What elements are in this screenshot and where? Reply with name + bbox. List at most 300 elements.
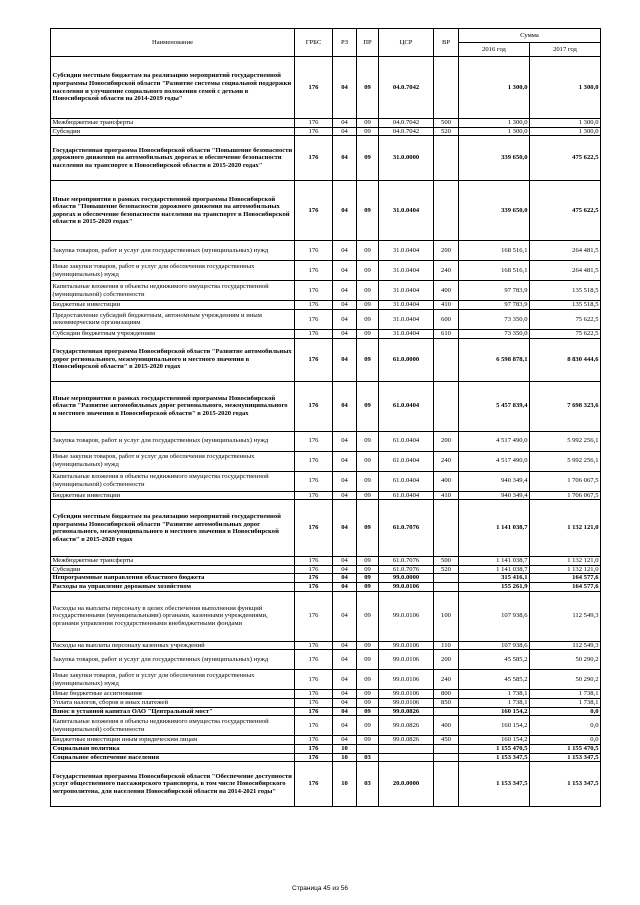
cell-csr: 99.0.0106 (379, 670, 434, 690)
cell-s1: 315 416,1 (459, 574, 530, 583)
cell-pr: 09 (357, 309, 379, 329)
cell-s1: 4 517 490,0 (459, 451, 530, 471)
cell-pr: 09 (357, 471, 379, 491)
cell-pr: 09 (357, 338, 379, 381)
cell-s1: 73 350,0 (459, 309, 530, 329)
cell-s2: 0,0 (530, 736, 601, 745)
cell-pr: 09 (357, 241, 379, 261)
cell-csr: 61.0.7076 (379, 565, 434, 574)
cell-s2: 475 622,5 (530, 181, 601, 241)
cell-s1: 45 585,2 (459, 650, 530, 670)
cell-csr: 04.0.7042 (379, 119, 434, 128)
cell-csr: 61.0.0404 (379, 431, 434, 451)
cell-vr: 610 (434, 329, 459, 338)
cell-csr: 61.0.0000 (379, 338, 434, 381)
table-row (51, 309, 601, 329)
cell-grbs: 176 (295, 736, 333, 745)
cell-vr (434, 574, 459, 583)
cell-grbs: 176 (295, 650, 333, 670)
cell-vr (434, 136, 459, 181)
cell-name: Субсидии местным бюджетам на реализацию мероприятий государственной программы Новосибирской области "Развитие автомобильных дорог регионального, межмуниципального и местного значения в Новосибирской области" в 2015-2020 годах (51, 500, 295, 557)
cell-grbs: 176 (295, 670, 333, 690)
cell-s1: 1 155 470,5 (459, 744, 530, 753)
cell-pr (357, 744, 379, 753)
cell-name: Субсидии местным бюджетам на реализацию мероприятий государственной программы Новосибирской области "Развитие системы социальной поддержки населения и улучшение социального положения семей с детьми в Новосибирской области на 2014-2019 годы" (51, 57, 295, 119)
cell-grbs: 176 (295, 557, 333, 566)
cell-vr: 520 (434, 565, 459, 574)
cell-s2: 1 132 121,0 (530, 565, 601, 574)
cell-rz: 04 (333, 650, 357, 670)
cell-grbs: 176 (295, 119, 333, 128)
header-year-2017: 2017 год (530, 43, 601, 57)
table-body (51, 57, 601, 807)
cell-csr: 61.0.0404 (379, 451, 434, 471)
cell-grbs: 176 (295, 241, 333, 261)
cell-rz: 04 (333, 381, 357, 431)
cell-s2: 0,0 (530, 716, 601, 736)
header-year-2016: 2016 год (459, 43, 530, 57)
cell-s1: 73 350,0 (459, 329, 530, 338)
cell-s2: 1 153 347,5 (530, 753, 601, 762)
cell-rz: 04 (333, 136, 357, 181)
cell-name: Бюджетные инвестиции (51, 491, 295, 500)
cell-rz: 04 (333, 557, 357, 566)
header-name: Наименование (51, 29, 295, 57)
cell-pr: 09 (357, 736, 379, 745)
table-row (51, 181, 601, 241)
cell-csr: 61.0.7076 (379, 557, 434, 566)
cell-s2: 135 518,5 (530, 301, 601, 310)
table-row (51, 136, 601, 181)
cell-s1: 97 783,9 (459, 281, 530, 301)
table-row (51, 762, 601, 807)
cell-s2: 112 549,3 (530, 641, 601, 650)
cell-rz: 04 (333, 707, 357, 716)
cell-csr (379, 753, 434, 762)
cell-pr: 09 (357, 127, 379, 136)
cell-grbs: 176 (295, 301, 333, 310)
cell-name: Закупка товаров, работ и услуг для государственных (муниципальных) нужд (51, 650, 295, 670)
cell-s2: 135 518,5 (530, 281, 601, 301)
cell-name: Субсидии (51, 565, 295, 574)
cell-rz: 04 (333, 736, 357, 745)
table-row (51, 591, 601, 641)
cell-s2: 75 622,5 (530, 309, 601, 329)
cell-s2: 1 706 067,5 (530, 491, 601, 500)
cell-csr: 99.0.0826 (379, 707, 434, 716)
cell-csr: 99.0.0000 (379, 574, 434, 583)
cell-rz: 04 (333, 329, 357, 338)
cell-grbs: 176 (295, 431, 333, 451)
cell-name: Межбюджетные трансферты (51, 557, 295, 566)
cell-vr: 200 (434, 431, 459, 451)
table-row (51, 471, 601, 491)
cell-pr: 09 (357, 301, 379, 310)
cell-name: Социальная политика (51, 744, 295, 753)
table-row (51, 716, 601, 736)
cell-pr: 09 (357, 281, 379, 301)
cell-vr (434, 500, 459, 557)
cell-s2: 1 738,1 (530, 699, 601, 708)
cell-s1: 1 300,0 (459, 57, 530, 119)
cell-vr: 400 (434, 471, 459, 491)
cell-pr: 09 (357, 329, 379, 338)
cell-s1: 107 938,6 (459, 591, 530, 641)
cell-vr: 240 (434, 451, 459, 471)
cell-pr: 09 (357, 557, 379, 566)
cell-name: Иные мероприятия в рамках государственной программы Новосибирской области "Повышение безопасности дорожного движения на автомобильных дорогах и обеспечение безопасности населения на транспорте в Новосибирской области в 2015-2020 годах" (51, 181, 295, 241)
cell-grbs: 176 (295, 57, 333, 119)
cell-s2: 7 698 323,6 (530, 381, 601, 431)
cell-s2: 1 738,1 (530, 690, 601, 699)
cell-vr (434, 338, 459, 381)
cell-s2: 475 622,5 (530, 136, 601, 181)
table-row (51, 491, 601, 500)
cell-s2: 1 300,0 (530, 57, 601, 119)
table-row (51, 381, 601, 431)
cell-name: Межбюджетные трансферты (51, 119, 295, 128)
cell-pr: 09 (357, 500, 379, 557)
cell-rz: 04 (333, 500, 357, 557)
cell-grbs: 176 (295, 690, 333, 699)
cell-vr: 110 (434, 641, 459, 650)
cell-pr: 09 (357, 381, 379, 431)
cell-grbs: 176 (295, 591, 333, 641)
table-row (51, 241, 601, 261)
cell-pr: 09 (357, 591, 379, 641)
cell-vr (434, 762, 459, 807)
cell-vr (434, 381, 459, 431)
cell-rz: 04 (333, 471, 357, 491)
cell-pr: 09 (357, 451, 379, 471)
cell-vr: 500 (434, 119, 459, 128)
cell-name: Расходы на управление дорожным хозяйством (51, 583, 295, 592)
cell-name: Непрограммные направления областного бюджета (51, 574, 295, 583)
cell-name: Государственная программа Новосибирской области "Развитие автомобильных дорог регионального, межмуниципального и местного значения в Новосибирской области" в 2015-2020 годах (51, 338, 295, 381)
cell-rz: 04 (333, 241, 357, 261)
page-number: Страница 45 из 56 (292, 885, 348, 892)
cell-name: Иные закупки товаров, работ и услуг для обеспечения государственных (муниципальных) нужд (51, 670, 295, 690)
cell-s2: 1 153 347,5 (530, 762, 601, 807)
cell-vr (434, 707, 459, 716)
table-row (51, 119, 601, 128)
cell-name: Капитальные вложения в объекты недвижимого имущества государственной (муниципальной) собственности (51, 716, 295, 736)
cell-pr: 09 (357, 181, 379, 241)
cell-s1: 97 783,9 (459, 301, 530, 310)
table-row (51, 744, 601, 753)
cell-rz: 04 (333, 583, 357, 592)
cell-csr: 99.0.0106 (379, 650, 434, 670)
cell-rz: 04 (333, 181, 357, 241)
cell-csr: 99.0.0106 (379, 583, 434, 592)
cell-s1: 4 517 490,0 (459, 431, 530, 451)
table-row (51, 670, 601, 690)
cell-csr: 99.0.0826 (379, 716, 434, 736)
cell-pr: 09 (357, 716, 379, 736)
cell-name: Субсидии бюджетным учреждениям (51, 329, 295, 338)
cell-s1: 1 141 038,7 (459, 565, 530, 574)
cell-s2: 0,0 (530, 707, 601, 716)
cell-s1: 6 598 878,1 (459, 338, 530, 381)
header-vr: ВР (434, 29, 459, 57)
cell-csr: 04.0.7042 (379, 127, 434, 136)
cell-name: Капитальные вложения в объекты недвижимого имущества государственной (муниципальной) собственности (51, 471, 295, 491)
cell-vr: 410 (434, 491, 459, 500)
cell-vr: 850 (434, 699, 459, 708)
cell-s2: 1 300,0 (530, 119, 601, 128)
header-rz: РЗ (333, 29, 357, 57)
cell-name: Государственная программа Новосибирской области "Обеспечение доступности услуг общественного пассажирского транспорта, в том числе Новосибирского метрополитена, для населения Новосибирской области на 2014-2021 годы" (51, 762, 295, 807)
table-row (51, 500, 601, 557)
cell-rz: 04 (333, 641, 357, 650)
cell-csr: 99.0.0106 (379, 699, 434, 708)
cell-pr: 09 (357, 707, 379, 716)
cell-csr: 99.0.0106 (379, 690, 434, 699)
cell-pr: 09 (357, 565, 379, 574)
cell-s1: 940 349,4 (459, 471, 530, 491)
cell-grbs: 176 (295, 181, 333, 241)
cell-vr: 400 (434, 716, 459, 736)
cell-vr (434, 57, 459, 119)
cell-grbs: 176 (295, 583, 333, 592)
cell-s1: 1 300,0 (459, 119, 530, 128)
cell-s1: 1 141 038,7 (459, 500, 530, 557)
cell-rz: 04 (333, 591, 357, 641)
cell-vr (434, 583, 459, 592)
cell-name: Расходы на выплаты персоналу в целях обеспечения выполнения функций государственными (муниципальными) органами, казенными учреждениями, органами управления государственными внебюджетными фондами (51, 591, 295, 641)
cell-csr: 31.0.0404 (379, 241, 434, 261)
cell-csr: 61.0.0404 (379, 491, 434, 500)
cell-s1: 1 738,1 (459, 690, 530, 699)
cell-grbs: 176 (295, 471, 333, 491)
cell-grbs: 176 (295, 716, 333, 736)
cell-vr: 200 (434, 650, 459, 670)
cell-s1: 107 938,6 (459, 641, 530, 650)
table-row (51, 707, 601, 716)
cell-csr: 31.0.0000 (379, 136, 434, 181)
cell-s2: 8 830 444,6 (530, 338, 601, 381)
cell-vr: 200 (434, 241, 459, 261)
table-row (51, 736, 601, 745)
cell-rz: 04 (333, 281, 357, 301)
cell-csr: 99.0.0826 (379, 736, 434, 745)
cell-pr: 09 (357, 650, 379, 670)
cell-grbs: 176 (295, 699, 333, 708)
cell-s1: 339 650,0 (459, 136, 530, 181)
cell-pr: 09 (357, 491, 379, 500)
cell-vr: 400 (434, 281, 459, 301)
cell-s1: 160 154,2 (459, 716, 530, 736)
cell-s1: 339 650,0 (459, 181, 530, 241)
cell-rz: 04 (333, 431, 357, 451)
cell-csr (379, 744, 434, 753)
cell-pr: 09 (357, 690, 379, 699)
cell-name: Иные закупки товаров, работ и услуг для обеспечения государственных (муниципальных) нужд (51, 261, 295, 281)
table-row (51, 699, 601, 708)
cell-s1: 5 457 839,4 (459, 381, 530, 431)
cell-csr: 31.0.0404 (379, 181, 434, 241)
cell-s1: 1 153 347,5 (459, 753, 530, 762)
cell-s1: 160 154,2 (459, 736, 530, 745)
cell-grbs: 176 (295, 261, 333, 281)
cell-rz: 04 (333, 565, 357, 574)
cell-grbs: 176 (295, 309, 333, 329)
cell-rz: 04 (333, 57, 357, 119)
header-sum: Сумма (459, 29, 601, 43)
cell-grbs: 176 (295, 136, 333, 181)
cell-pr: 09 (357, 699, 379, 708)
cell-rz: 04 (333, 574, 357, 583)
cell-grbs: 176 (295, 281, 333, 301)
cell-name: Взнос в уставной капитал ОАО "Центральный мост" (51, 707, 295, 716)
cell-s1: 1 153 347,5 (459, 762, 530, 807)
cell-vr: 600 (434, 309, 459, 329)
cell-pr: 09 (357, 136, 379, 181)
cell-rz: 10 (333, 762, 357, 807)
cell-pr: 09 (357, 261, 379, 281)
cell-rz: 04 (333, 127, 357, 136)
cell-name: Бюджетные инвестиции (51, 301, 295, 310)
cell-name: Иные бюджетные ассигнования (51, 690, 295, 699)
cell-grbs: 176 (295, 381, 333, 431)
cell-s2: 75 622,5 (530, 329, 601, 338)
cell-vr (434, 181, 459, 241)
cell-grbs: 176 (295, 574, 333, 583)
cell-s1: 168 516,1 (459, 261, 530, 281)
table-row (51, 583, 601, 592)
cell-s2: 1 706 067,5 (530, 471, 601, 491)
cell-rz: 04 (333, 338, 357, 381)
cell-name: Закупка товаров, работ и услуг для государственных (муниципальных) нужд (51, 241, 295, 261)
cell-vr: 800 (434, 690, 459, 699)
cell-vr (434, 753, 459, 762)
cell-grbs: 176 (295, 329, 333, 338)
cell-s1: 1 738,1 (459, 699, 530, 708)
cell-rz: 04 (333, 690, 357, 699)
cell-csr: 61.0.0404 (379, 381, 434, 431)
table-row (51, 690, 601, 699)
table-row (51, 557, 601, 566)
cell-rz: 04 (333, 451, 357, 471)
cell-vr: 410 (434, 301, 459, 310)
cell-s1: 155 261,9 (459, 583, 530, 592)
cell-pr: 09 (357, 431, 379, 451)
cell-grbs: 176 (295, 762, 333, 807)
cell-s2: 1 300,0 (530, 127, 601, 136)
cell-s1: 940 349,4 (459, 491, 530, 500)
cell-s2: 1 132 121,0 (530, 557, 601, 566)
cell-csr: 99.0.0106 (379, 591, 434, 641)
cell-grbs: 176 (295, 565, 333, 574)
cell-csr: 99.0.0106 (379, 641, 434, 650)
table-row (51, 565, 601, 574)
cell-s2: 5 992 256,1 (530, 451, 601, 471)
budget-table (50, 28, 601, 807)
table-row (51, 574, 601, 583)
cell-rz: 04 (333, 261, 357, 281)
cell-pr: 09 (357, 119, 379, 128)
cell-s2: 1 132 121,0 (530, 500, 601, 557)
cell-csr: 31.0.0404 (379, 261, 434, 281)
cell-rz: 10 (333, 744, 357, 753)
cell-name: Субсидии (51, 127, 295, 136)
cell-rz: 04 (333, 309, 357, 329)
cell-s2: 5 992 256,1 (530, 431, 601, 451)
cell-name: Иные закупки товаров, работ и услуг для обеспечения государственных (муниципальных) нужд (51, 451, 295, 471)
cell-pr: 03 (357, 753, 379, 762)
table-row (51, 338, 601, 381)
table-row (51, 753, 601, 762)
table-row (51, 650, 601, 670)
cell-name: Иные мероприятия в рамках государственной программы Новосибирской области "Развитие автомобильных дорог регионального, межмуниципального и местного значения в Новосибирской области" в 2015-2020 годах (51, 381, 295, 431)
cell-csr: 04.0.7042 (379, 57, 434, 119)
cell-rz: 04 (333, 301, 357, 310)
cell-vr (434, 744, 459, 753)
cell-name: Социальное обеспечение населения (51, 753, 295, 762)
cell-grbs: 176 (295, 707, 333, 716)
cell-vr: 240 (434, 261, 459, 281)
table-header (51, 29, 601, 57)
cell-s2: 264 481,5 (530, 241, 601, 261)
cell-name: Бюджетные инвестиции иным юридическим лицам (51, 736, 295, 745)
table-row (51, 301, 601, 310)
cell-s2: 112 549,3 (530, 591, 601, 641)
cell-csr: 31.0.0404 (379, 301, 434, 310)
cell-grbs: 176 (295, 500, 333, 557)
cell-csr: 61.0.0404 (379, 471, 434, 491)
cell-s1: 1 141 038,7 (459, 557, 530, 566)
cell-pr: 03 (357, 762, 379, 807)
table-row (51, 431, 601, 451)
cell-s1: 160 154,2 (459, 707, 530, 716)
table-row (51, 57, 601, 119)
cell-grbs: 176 (295, 641, 333, 650)
cell-rz: 04 (333, 491, 357, 500)
cell-pr: 09 (357, 574, 379, 583)
cell-s2: 1 155 470,5 (530, 744, 601, 753)
table-row (51, 329, 601, 338)
cell-vr: 520 (434, 127, 459, 136)
cell-vr: 450 (434, 736, 459, 745)
cell-rz: 04 (333, 119, 357, 128)
cell-pr: 09 (357, 583, 379, 592)
cell-grbs: 176 (295, 744, 333, 753)
table-row (51, 451, 601, 471)
table-row (51, 127, 601, 136)
cell-s1: 45 585,2 (459, 670, 530, 690)
cell-rz: 04 (333, 716, 357, 736)
cell-name: Расходы на выплаты персоналу казенных учреждений (51, 641, 295, 650)
cell-grbs: 176 (295, 338, 333, 381)
cell-csr: 31.0.0404 (379, 329, 434, 338)
cell-rz: 04 (333, 699, 357, 708)
header-csr: ЦСР (379, 29, 434, 57)
cell-rz: 10 (333, 753, 357, 762)
cell-name: Капитальные вложения в объекты недвижимого имущества государственной (муниципальной) собственности (51, 281, 295, 301)
cell-grbs: 176 (295, 127, 333, 136)
cell-s2: 264 481,5 (530, 261, 601, 281)
cell-vr: 500 (434, 557, 459, 566)
cell-csr: 61.0.7076 (379, 500, 434, 557)
table-row (51, 281, 601, 301)
cell-vr: 240 (434, 670, 459, 690)
cell-name: Предоставление субсидий бюджетным, автономным учреждениям и иным некоммерческим организациям (51, 309, 295, 329)
cell-grbs: 176 (295, 753, 333, 762)
cell-s2: 50 290,2 (530, 670, 601, 690)
cell-grbs: 176 (295, 451, 333, 471)
cell-csr: 20.0.0000 (379, 762, 434, 807)
cell-rz: 04 (333, 670, 357, 690)
